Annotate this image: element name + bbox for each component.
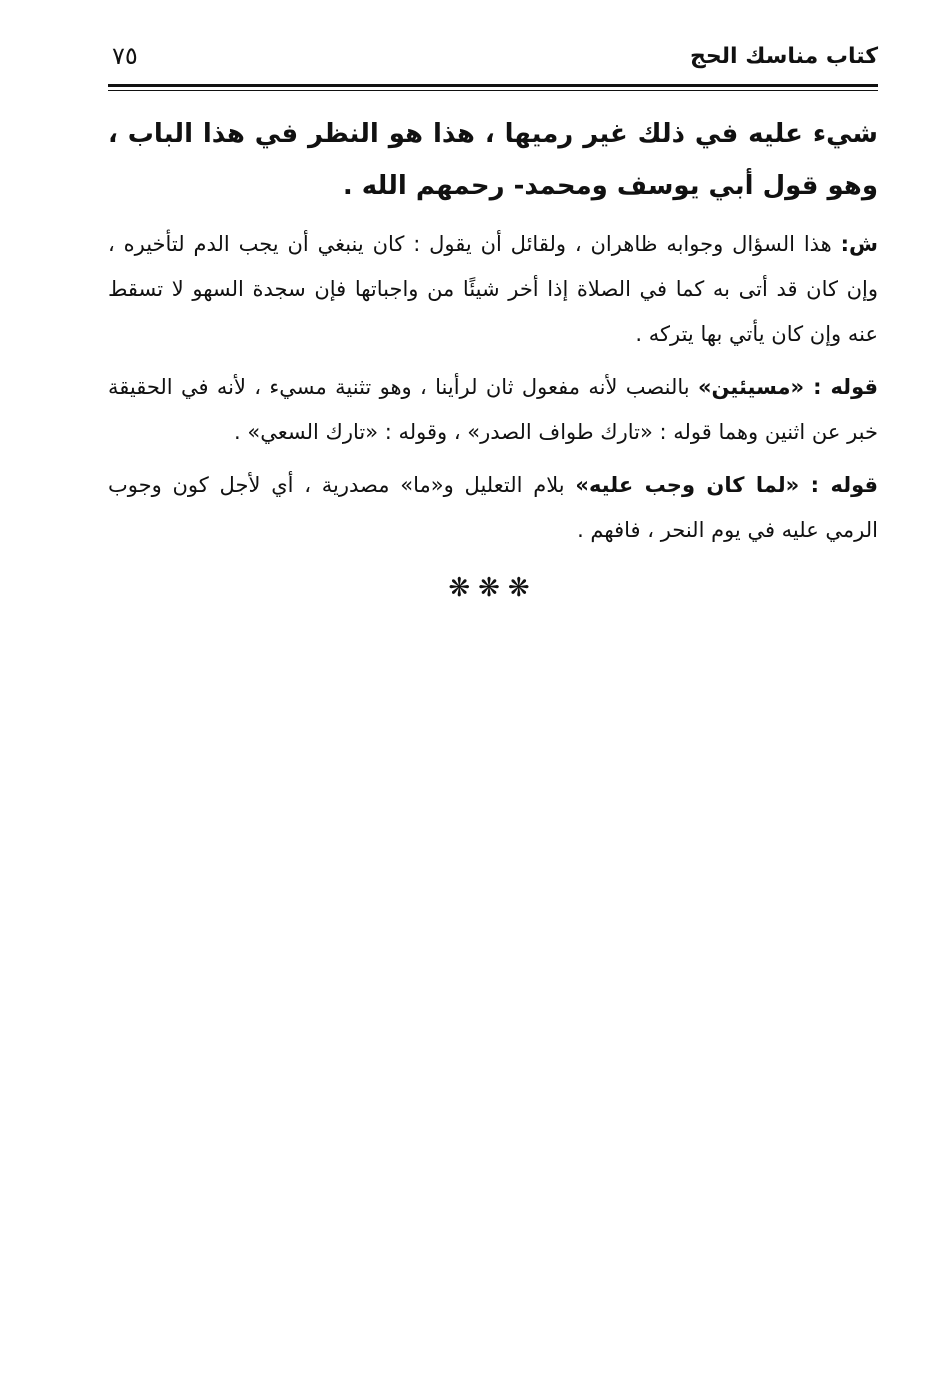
- page-number: ٧٥: [112, 42, 138, 70]
- commentary-paragraph: [108, 365, 878, 455]
- paragraph-lead: قوله :: [813, 375, 878, 399]
- paragraph-text: بالنصب لأنه مفعول ثان لرأينا ، وهو تثنية مسيء ، لأنه في الحقيقة خبر عن اثنين وهما قوله : «تارك طواف الصدر» ، وقوله : «تارك السعي» .: [108, 375, 878, 444]
- paragraph-lead: قوله :: [810, 473, 879, 497]
- running-title: كتاب مناسك الحج: [690, 44, 878, 69]
- paragraph-lead: ش:: [840, 232, 878, 256]
- header-rule-thin: [108, 90, 878, 91]
- header-rule-thick: [108, 84, 878, 87]
- quoted-phrase: «لما كان وجب عليه»: [575, 473, 811, 497]
- commentary-paragraph: [108, 222, 878, 357]
- commentary-paragraph: [108, 463, 878, 553]
- matn-paragraph: شيء عليه في ذلك غير رميها ، هذا هو النظر في هذا الباب ، وهو قول أبي يوسف ومحمد- رحمهم الله .: [108, 119, 878, 201]
- page-body: [108, 108, 878, 603]
- paragraph-text: هذا السؤال وجوابه ظاهران ، ولقائل أن يقول : كان ينبغي أن يجب الدم لتأخيره ، وإن كان قد أتى به كما في الصلاة إذا أخر شيئًا من واجباتها فإن سجدة السهو لا تسقط عنه وإن كان يأتي بها يتركه .: [108, 232, 878, 346]
- paragraph-text: بلام التعليل و«ما» مصدرية ، أي لأجل كون وجوب الرمي عليه في يوم النحر ، فافهم .: [108, 473, 878, 542]
- section-divider-ornament: ❋❋❋: [448, 573, 538, 603]
- quoted-phrase: «مسيئين»: [697, 375, 814, 399]
- page-header: [108, 38, 878, 78]
